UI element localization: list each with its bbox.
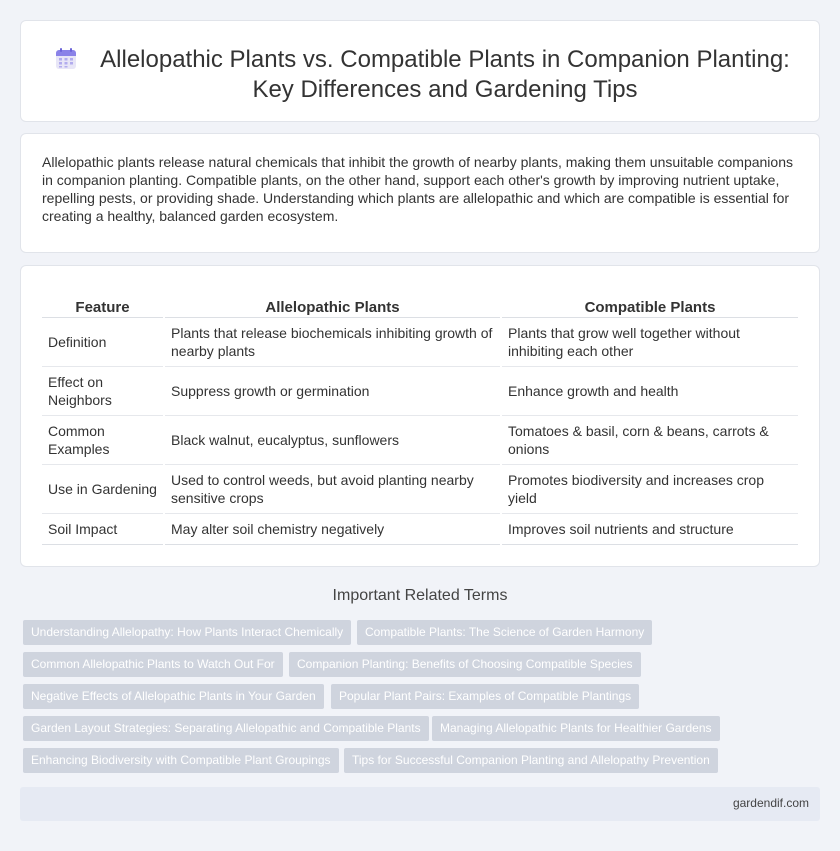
related-term-link[interactable]: Companion Planting: Benefits of Choosing Compatible Species: [289, 652, 641, 677]
cell-compatible: Plants that grow well together without inhibiting each other: [501, 318, 798, 367]
table-row: [42, 416, 798, 465]
cell-feature: Soil Impact: [42, 514, 164, 545]
intro-text: Allelopathic plants release natural chemicals that inhibit the growth of nearby plants, making them unsuitable companions in companion planting. Compatible plants, on the other hand, support each other's growth by improving nutrient uptake, repelling pests, or providing shade. Understanding which plants are allelopathic and which are compatible is essential for creating a healthy, balanced garden ecosystem.: [42, 154, 793, 224]
cell-feature: Definition: [42, 318, 164, 367]
table-row: [42, 318, 798, 367]
header-card: [20, 20, 820, 122]
site-name[interactable]: gardendif.com: [732, 796, 809, 810]
related-term-link[interactable]: Popular Plant Pairs: Examples of Compatible Plantings: [331, 684, 639, 709]
cell-feature: Effect on Neighbors: [42, 367, 164, 416]
cell-compatible: Improves soil nutrients and structure: [501, 514, 798, 545]
related-terms-title: Important Related Terms: [332, 587, 508, 604]
table-row: [42, 367, 798, 416]
cell-compatible: Enhance growth and health: [501, 367, 798, 416]
header-feature: Feature: [42, 297, 164, 318]
calendar-icon: [54, 47, 78, 71]
related-term-link[interactable]: Managing Allelopathic Plants for Healthier Gardens: [432, 716, 720, 741]
cell-allelopathic: Black walnut, eucalyptus, sunflowers: [164, 416, 501, 465]
cell-allelopathic: Plants that release biochemicals inhibiting growth of nearby plants: [164, 318, 501, 367]
footer: [20, 787, 820, 821]
related-term-link[interactable]: Common Allelopathic Plants to Watch Out For: [23, 652, 283, 677]
table-header-row: [42, 297, 798, 318]
page-title: Allelopathic Plants vs. Compatible Plants in Companion Planting: Key Differences and Gardening Tips: [100, 46, 790, 103]
cell-allelopathic: May alter soil chemistry negatively: [164, 514, 501, 545]
cell-feature: Use in Gardening: [42, 465, 164, 514]
header-compatible: Compatible Plants: [501, 297, 798, 318]
related-term-link[interactable]: Understanding Allelopathy: How Plants Interact Chemically: [23, 620, 351, 645]
comparison-table-card: [20, 265, 820, 567]
table-row: [42, 514, 798, 545]
related-term-link[interactable]: Negative Effects of Allelopathic Plants in Your Garden: [23, 684, 324, 709]
table-row: [42, 465, 798, 514]
header-allelopathic: Allelopathic Plants: [164, 297, 501, 318]
cell-allelopathic: Suppress growth or germination: [164, 367, 501, 416]
comparison-table: [42, 297, 798, 545]
related-term-link[interactable]: Tips for Successful Companion Planting and Allelopathy Prevention: [344, 748, 718, 773]
related-term-link[interactable]: Compatible Plants: The Science of Garden Harmony: [357, 620, 652, 645]
intro-card: [20, 133, 820, 253]
cell-compatible: Promotes biodiversity and increases crop yield: [501, 465, 798, 514]
related-term-link[interactable]: Garden Layout Strategies: Separating Allelopathic and Compatible Plants: [23, 716, 429, 741]
cell-feature: Common Examples: [42, 416, 164, 465]
cell-compatible: Tomatoes & basil, corn & beans, carrots & onions: [501, 416, 798, 465]
related-term-link[interactable]: Enhancing Biodiversity with Compatible Plant Groupings: [23, 748, 339, 773]
cell-allelopathic: Used to control weeds, but avoid planting nearby sensitive crops: [164, 465, 501, 514]
